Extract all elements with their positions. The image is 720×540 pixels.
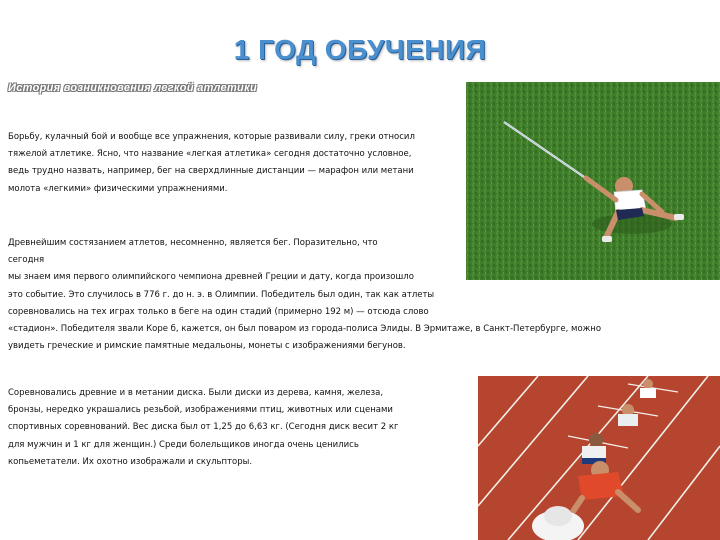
paragraph-1 bbox=[8, 129, 415, 198]
text-line: соревновались на тех играх только в беге на один стадий (примерно 192 м) — отсюда слово bbox=[8, 306, 429, 317]
text-line: увидеть греческие и римские памятные медальоны, монеты с изображениями бегунов. bbox=[8, 341, 406, 352]
text-line: это событие. Это случилось в 776 г. до н. э. в Олимпии. Победитель был один, так как атлеты bbox=[8, 289, 435, 300]
slide-subtitle: История возникновения легкой атлетики bbox=[8, 82, 257, 94]
text-line: Соревновались древние и в метании диска. Были диски из дерева, камня, железа, bbox=[8, 388, 384, 398]
text-line: сегодня bbox=[8, 255, 45, 266]
text-line: тяжелой атлетике. Ясно, что название «легкая атлетика» сегодня достаточно условное, bbox=[8, 149, 412, 160]
paragraph-3 bbox=[8, 385, 398, 471]
text-line: ведь трудно назвать, например, бег на сверхдлинные дистанции — марафон или метани bbox=[8, 166, 414, 177]
slide-title: 1 ГОД ОБУЧЕНИЯ bbox=[233, 34, 487, 65]
text-line: спортивных соревнований. Вес диска был от 1,25 до 6,63 кг. (Сегодня диск весит 2 кг bbox=[8, 422, 399, 433]
text-line: «стадион». Победителя звали Коре б, кажется, он был поваром из города-полиса Элиды. В Эрмитаже, в Санкт-Петербурге, можно bbox=[8, 324, 602, 335]
text-line: для мужчин и 1 кг для женщин.) Среди болельщиков иногда очень ценились bbox=[8, 439, 359, 450]
text-line: бронзы, нередко украшались резьбой, изображениями птиц, животных или сценами bbox=[8, 405, 393, 416]
text-line: мы знаем имя первого олимпийского чемпиона древней Греции и дату, когда произошло bbox=[8, 272, 414, 283]
sprint-start-photo bbox=[478, 376, 720, 540]
text-line: Древнейшим состязанием атлетов, несомненно, является бег. Поразительно, что bbox=[8, 238, 378, 248]
text-line: Борьбу, кулачный бой и вообще все упражнения, которые развивали силу, греки относил bbox=[8, 132, 415, 142]
text-line: копьеметатели. Их охотно изображали и скульпторы. bbox=[8, 456, 253, 467]
text-line: молота «легкими» физическими упражнениями. bbox=[8, 183, 228, 194]
javelin-thrower-photo bbox=[466, 82, 720, 280]
